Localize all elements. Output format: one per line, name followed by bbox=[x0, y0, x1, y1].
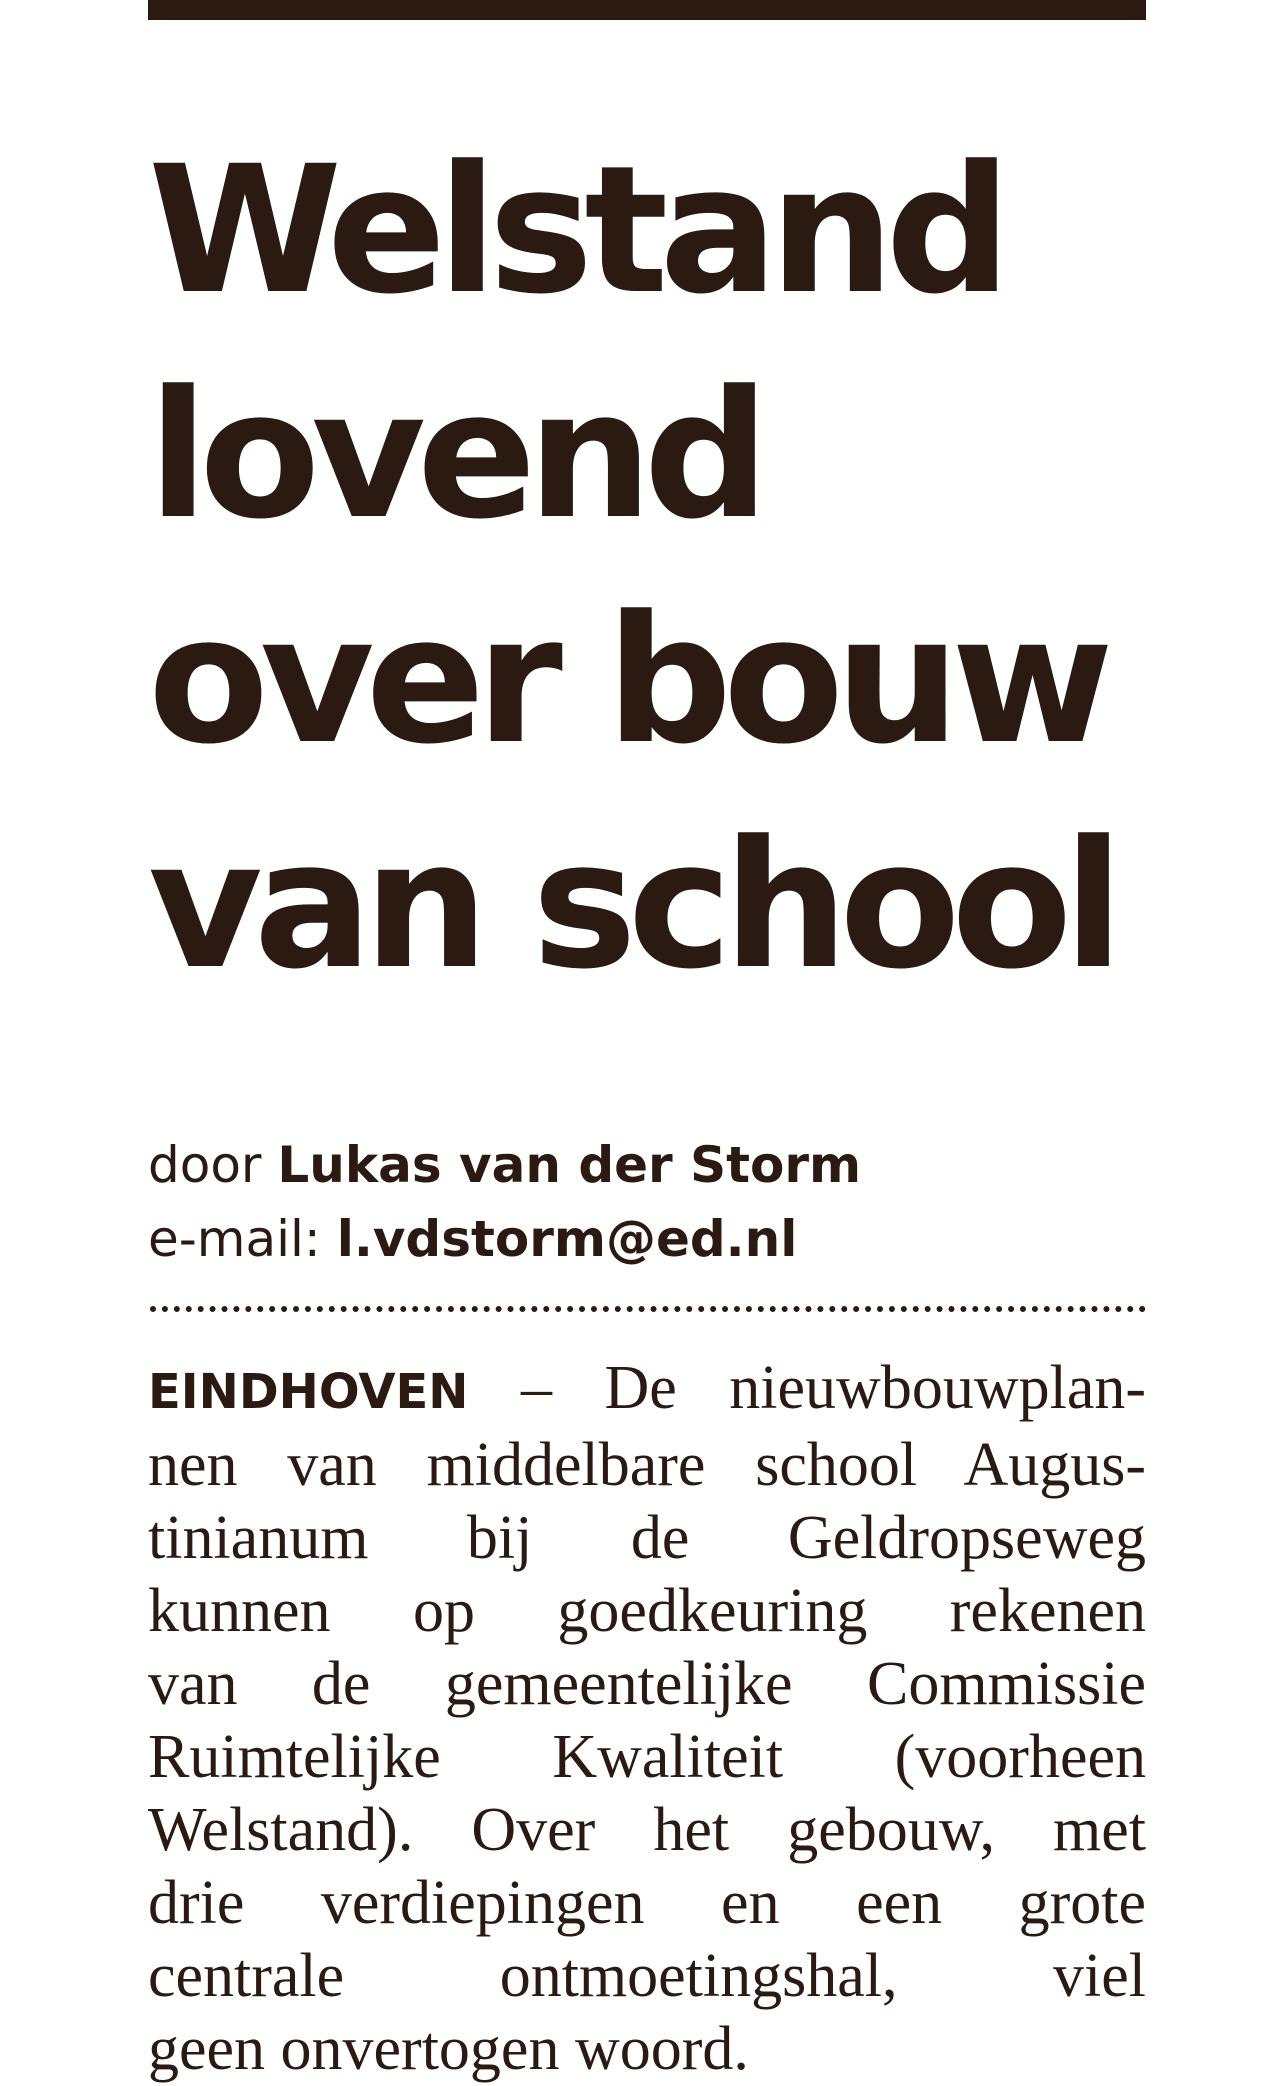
headline-line: lovend bbox=[148, 353, 761, 558]
email-label: e-mail: bbox=[148, 1210, 321, 1268]
headline-line: over bouw bbox=[148, 578, 1105, 783]
body-text: De nieuwbouwplan- bbox=[604, 1354, 1146, 1422]
dateline: EINDHOVEN bbox=[148, 1364, 469, 1420]
dotted-divider bbox=[150, 1306, 1146, 1312]
body-line: nen van middelbare school Augus- bbox=[148, 1431, 1146, 1499]
body-line: Welstand). Over het gebouw, met bbox=[148, 1796, 1146, 1864]
body-line: drie verdiepingen en een grote bbox=[148, 1869, 1146, 1937]
body-line: Ruimtelijke Kwaliteit (voorheen bbox=[148, 1723, 1146, 1791]
headline bbox=[148, 118, 1148, 1018]
author-row bbox=[148, 1128, 1148, 1202]
body-line: kunnen op goedkeuring rekenen bbox=[148, 1577, 1146, 1645]
headline-line: van school bbox=[148, 803, 1115, 1008]
body-line: geen onvertogen woord. bbox=[148, 2015, 749, 2083]
top-rule bbox=[148, 0, 1146, 20]
body-line: centrale ontmoetingshal, viel bbox=[148, 1942, 1146, 2010]
body-line: tinianum bij de Geldropseweg bbox=[148, 1504, 1146, 1572]
article-body bbox=[148, 1352, 1146, 2086]
headline-line: Welstand bbox=[148, 128, 1003, 333]
byline bbox=[148, 1128, 1148, 1276]
email-row bbox=[148, 1202, 1148, 1276]
dateline-dash: – bbox=[520, 1354, 552, 1422]
author-name: Lukas van der Storm bbox=[277, 1136, 862, 1194]
body-line: van de gemeentelijke Commissie bbox=[148, 1650, 1146, 1718]
body-line bbox=[148, 1352, 1146, 1429]
byline-prefix: door bbox=[148, 1136, 262, 1194]
email-address[interactable]: l.vdstorm@ed.nl bbox=[336, 1210, 798, 1268]
